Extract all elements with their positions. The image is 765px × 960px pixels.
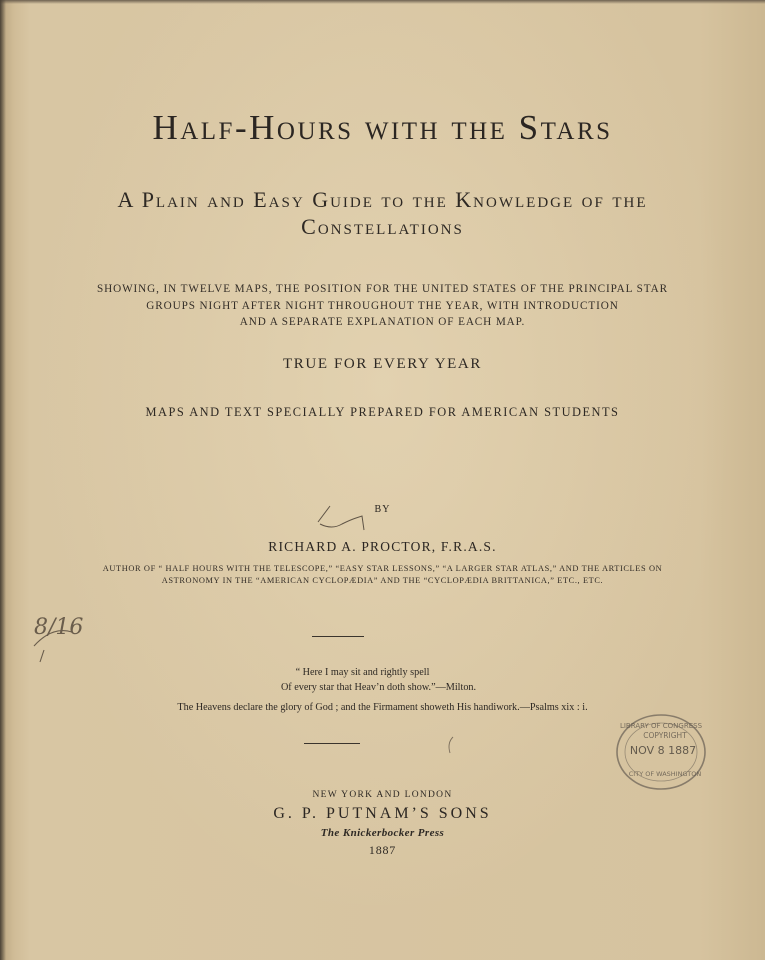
credits-line-1: AUTHOR OF “ HALF HOURS WITH THE TELESCOPE,” “EASY STAR LESSONS,” “A LARGER STAR ATLAS,” AND THE ARTICLES ON: [102, 564, 663, 573]
book-description: [0, 281, 765, 331]
description-line-2: GROUPS NIGHT AFTER NIGHT THROUGHOUT THE YEAR, WITH INTRODUCTION: [146, 299, 619, 312]
description-line-1: SHOWING, IN TWELVE MAPS, THE POSITION FOR THE UNITED STATES OF THE PRINCIPAL STAR: [97, 283, 668, 295]
tagline-maps-text: MAPS AND TEXT SPECIALLY PREPARED FOR AMERICAN STUDENTS: [145, 405, 620, 419]
milton-quote: [0, 665, 765, 695]
quote-line-2: Of every star that Heav’n doth show.”—Milton.: [280, 682, 477, 693]
quote-line-1: “ Here I may sit and rightly spell: [295, 667, 430, 678]
subtitle-line-1: A Plain and Easy Guide to the Knowledge of the: [117, 187, 648, 212]
publisher-name: G. P. PUTNAM’S SONS: [273, 805, 492, 822]
tagline-true-every-year: TRUE FOR EVERY YEAR: [283, 356, 482, 372]
credits-line-2: ASTRONOMY IN THE “AMERICAN CYCLOPÆDIA” AND THE “CYCLOPÆDIA BRITTANICA,” ETC., ETC.: [161, 576, 604, 585]
svg-text:CITY OF WASHINGTON: CITY OF WASHINGTON: [628, 770, 702, 778]
page-top-edge: [0, 0, 765, 4]
divider-rule-2: [304, 743, 360, 744]
subtitle-line-2: Constellations: [301, 214, 464, 239]
book-title: Half-Hours with the Stars: [152, 108, 613, 147]
author-credits: [0, 563, 765, 587]
svg-text:NOV 8 1887: NOV 8 1887: [629, 744, 697, 757]
pencil-annotation-icon: [312, 500, 372, 538]
publication-year: 1887: [368, 843, 397, 857]
divider-rule-1: [312, 636, 364, 637]
author-name: RICHARD A. PROCTOR, F.R.A.S.: [268, 539, 497, 554]
handwritten-shelf-mark: [30, 606, 110, 664]
psalms-quote: The Heavens declare the glory of God ; and the Firmament showeth His handiwork.—Psalms xix : i.: [177, 702, 588, 713]
book-subtitle: [0, 186, 765, 240]
publisher-location: NEW YORK AND LONDON: [312, 790, 453, 800]
by-label: BY: [374, 504, 391, 515]
svg-text:8/16: 8/16: [34, 615, 84, 640]
svg-text:LIBRARY OF CONGRESS: LIBRARY OF CONGRESS: [619, 722, 703, 730]
copyright-stamp: [615, 712, 707, 792]
pencil-mark-icon: [444, 735, 458, 755]
description-line-3: AND A SEPARATE EXPLANATION OF EACH MAP.: [239, 316, 526, 328]
press-name: The Knickerbocker Press: [320, 827, 445, 839]
svg-text:COPYRIGHT: COPYRIGHT: [643, 731, 687, 740]
